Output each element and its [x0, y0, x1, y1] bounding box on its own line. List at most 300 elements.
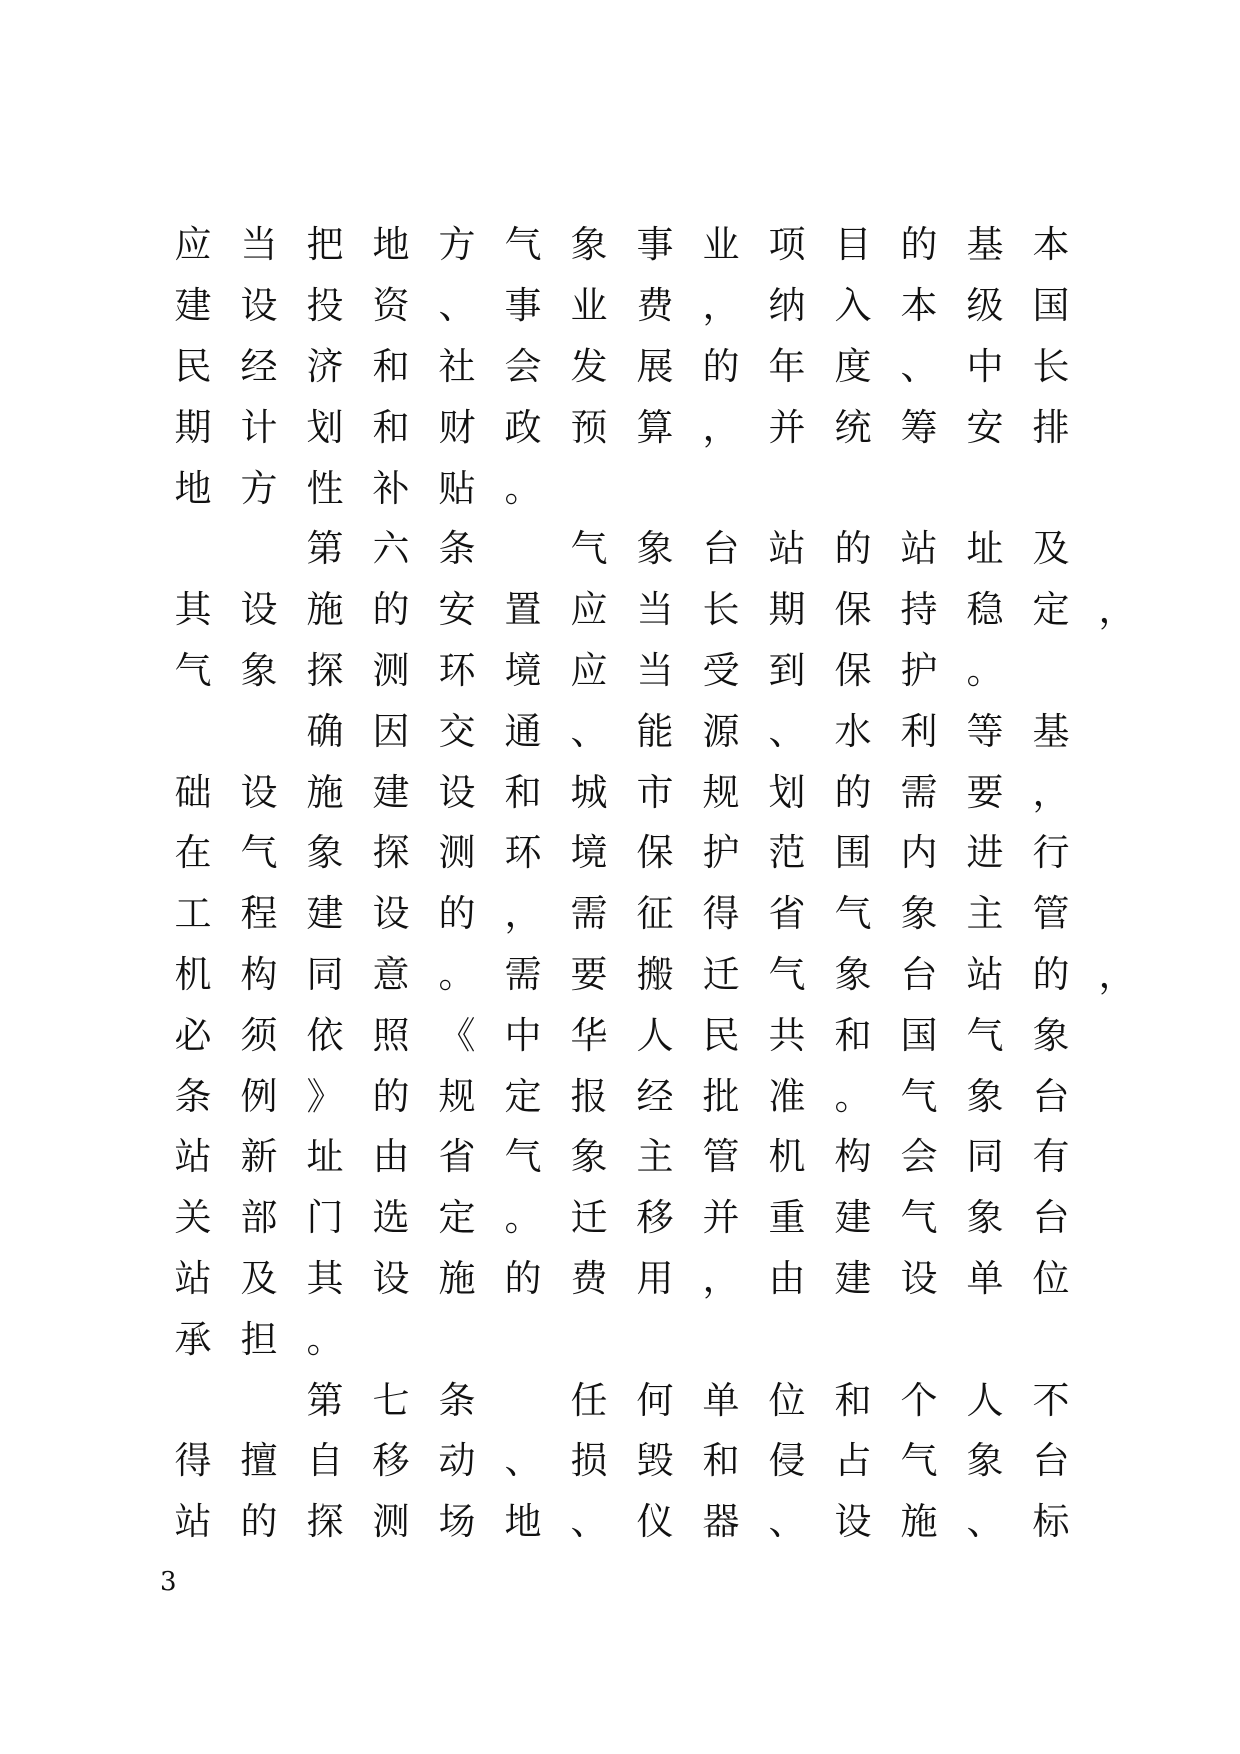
- text-char: 源: [702, 709, 740, 753]
- text-char: 到: [768, 648, 806, 692]
- text-char: 。: [438, 952, 476, 996]
- text-char: 地: [372, 223, 410, 267]
- text-char: 投: [306, 284, 344, 328]
- text-char: 基: [1032, 709, 1070, 753]
- text-char: ，: [702, 405, 740, 449]
- text-char: 损: [570, 1439, 608, 1483]
- text-char: 民: [702, 1013, 740, 1057]
- text-char: 基: [966, 223, 1004, 267]
- text-char: ，: [504, 892, 542, 936]
- text-char: [160, 1371, 226, 1431]
- text-char: 受: [702, 648, 740, 692]
- text-char: 财: [438, 405, 476, 449]
- text-char: 管: [1032, 892, 1070, 936]
- text-char: 站: [174, 1135, 212, 1179]
- text-char: 用: [636, 1256, 674, 1300]
- text-char: 象: [966, 1196, 1004, 1240]
- text-char: 照: [372, 1013, 410, 1057]
- text-char: 政: [504, 405, 542, 449]
- text-char: 社: [438, 344, 476, 388]
- text-char: ，: [1032, 770, 1070, 814]
- text-char: 台: [702, 527, 740, 571]
- text-char: 排: [1032, 405, 1070, 449]
- text-char: 台: [1032, 1074, 1070, 1118]
- text-char: 个: [900, 1378, 938, 1422]
- text-char: 应: [570, 588, 608, 632]
- text-char: 项: [768, 223, 806, 267]
- text-line: [160, 519, 1160, 580]
- text-char: 场: [438, 1500, 476, 1544]
- text-line: [160, 884, 1160, 945]
- text-char: 长: [702, 588, 740, 632]
- text-char: 第: [306, 527, 344, 571]
- text-line: [160, 1127, 1160, 1188]
- text-char: 围: [834, 831, 872, 875]
- text-line: [160, 580, 1160, 641]
- text-line: [160, 337, 1160, 398]
- text-char: 贴: [438, 466, 476, 510]
- text-line: [160, 762, 1160, 823]
- text-char: [490, 1371, 556, 1431]
- text-line: [160, 458, 1160, 519]
- text-char: 意: [372, 952, 410, 996]
- text-char: 等: [966, 709, 1004, 753]
- text-char: 城: [570, 770, 608, 814]
- text-char: 例: [240, 1074, 278, 1118]
- text-line: [160, 215, 1160, 276]
- text-char: 不: [1032, 1378, 1070, 1422]
- text-char: 测: [372, 1500, 410, 1544]
- text-char: 探: [306, 648, 344, 692]
- text-line: [160, 397, 1160, 458]
- text-line: [160, 823, 1160, 884]
- text-char: 应: [174, 223, 212, 267]
- text-char: 入: [834, 284, 872, 328]
- text-char: 建: [834, 1256, 872, 1300]
- text-char: 长: [1032, 344, 1070, 388]
- text-char: 保: [636, 831, 674, 875]
- text-char: ，: [702, 284, 740, 328]
- text-char: 和: [504, 770, 542, 814]
- text-char: [226, 1371, 292, 1431]
- text-char: 、: [504, 1439, 542, 1483]
- text-char: 经: [240, 344, 278, 388]
- text-char: 济: [306, 344, 344, 388]
- text-char: 仪: [636, 1500, 674, 1544]
- text-char: 其: [174, 588, 212, 632]
- text-char: 机: [768, 1135, 806, 1179]
- text-char: 的: [240, 1500, 278, 1544]
- text-char: 侵: [768, 1439, 806, 1483]
- text-char: 国: [900, 1013, 938, 1057]
- text-char: [160, 519, 226, 579]
- text-char: 需: [900, 770, 938, 814]
- text-char: 会: [900, 1135, 938, 1179]
- text-char: 施: [306, 588, 344, 632]
- text-char: 气: [174, 648, 212, 692]
- text-char: 移: [636, 1196, 674, 1240]
- text-char: 当: [240, 223, 278, 267]
- text-char: 征: [636, 892, 674, 936]
- text-char: 环: [438, 648, 476, 692]
- text-line: [160, 1370, 1160, 1431]
- text-char: 及: [240, 1256, 278, 1300]
- text-line: [160, 1188, 1160, 1249]
- text-char: 交: [438, 709, 476, 753]
- text-char: 的: [372, 588, 410, 632]
- text-char: 管: [702, 1135, 740, 1179]
- page-number: 3: [160, 1567, 177, 1597]
- text-char: 施: [900, 1500, 938, 1544]
- text-char: 位: [768, 1378, 806, 1422]
- text-char: ，: [1098, 588, 1136, 632]
- text-line: [160, 701, 1160, 762]
- text-char: 的: [900, 223, 938, 267]
- body-text: [160, 215, 1160, 1553]
- text-char: 自: [306, 1439, 344, 1483]
- text-char: 象: [306, 831, 344, 875]
- text-line: [160, 1005, 1160, 1066]
- text-char: 境: [570, 831, 608, 875]
- text-char: 应: [570, 648, 608, 692]
- text-line: [160, 1309, 1160, 1370]
- text-char: 地: [504, 1500, 542, 1544]
- text-char: 址: [966, 527, 1004, 571]
- text-char: 象: [834, 952, 872, 996]
- text-char: 护: [702, 831, 740, 875]
- text-char: 的: [1032, 952, 1070, 996]
- text-char: 发: [570, 344, 608, 388]
- text-char: 当: [636, 588, 674, 632]
- text-char: [160, 702, 226, 762]
- text-char: 动: [438, 1439, 476, 1483]
- text-char: 华: [570, 1013, 608, 1057]
- text-char: 气: [834, 892, 872, 936]
- text-char: 程: [240, 892, 278, 936]
- text-char: 设: [900, 1256, 938, 1300]
- text-char: 定: [504, 1074, 542, 1118]
- text-char: 计: [240, 405, 278, 449]
- text-char: 擅: [240, 1439, 278, 1483]
- text-char: 规: [702, 770, 740, 814]
- text-char: 方: [438, 223, 476, 267]
- text-char: 任: [570, 1378, 608, 1422]
- text-char: [226, 519, 292, 579]
- text-char: 部: [240, 1196, 278, 1240]
- text-char: 护: [900, 648, 938, 692]
- text-line: [160, 641, 1160, 702]
- text-char: 划: [306, 405, 344, 449]
- text-char: 得: [702, 892, 740, 936]
- text-char: 何: [636, 1378, 674, 1422]
- text-char: 位: [1032, 1256, 1070, 1300]
- text-char: 。: [966, 648, 1004, 692]
- text-char: 站: [174, 1500, 212, 1544]
- text-char: 、: [438, 284, 476, 328]
- text-char: 象: [240, 648, 278, 692]
- text-char: 《: [438, 1013, 476, 1057]
- text-char: 本: [1032, 223, 1070, 267]
- text-char: 本: [900, 284, 938, 328]
- text-char: 级: [966, 284, 1004, 328]
- text-char: 气: [900, 1196, 938, 1240]
- text-char: 方: [240, 466, 278, 510]
- text-char: ，: [702, 1256, 740, 1300]
- text-char: 省: [438, 1135, 476, 1179]
- text-char: 新: [240, 1135, 278, 1179]
- text-char: 要: [966, 770, 1004, 814]
- text-char: 建: [306, 892, 344, 936]
- text-char: 的: [834, 770, 872, 814]
- text-char: [490, 519, 556, 579]
- text-char: 划: [768, 770, 806, 814]
- text-char: 补: [372, 466, 410, 510]
- text-char: 稳: [966, 588, 1004, 632]
- text-char: 事: [636, 223, 674, 267]
- text-char: 气: [900, 1439, 938, 1483]
- text-char: 水: [834, 709, 872, 753]
- text-char: 的: [702, 344, 740, 388]
- text-char: 关: [174, 1196, 212, 1240]
- text-char: 条: [174, 1074, 212, 1118]
- text-char: 设: [372, 892, 410, 936]
- text-char: 条: [438, 527, 476, 571]
- text-char: 测: [372, 648, 410, 692]
- text-char: 主: [636, 1135, 674, 1179]
- text-char: 由: [768, 1256, 806, 1300]
- text-char: 气: [768, 952, 806, 996]
- text-char: 和: [372, 344, 410, 388]
- text-char: 、: [570, 1500, 608, 1544]
- text-char: 探: [372, 831, 410, 875]
- text-char: 探: [306, 1500, 344, 1544]
- text-char: 象: [1032, 1013, 1070, 1057]
- text-char: 象: [900, 892, 938, 936]
- text-char: 及: [1032, 527, 1070, 571]
- text-char: 度: [834, 344, 872, 388]
- text-char: 气: [504, 223, 542, 267]
- text-char: 机: [174, 952, 212, 996]
- text-char: 和: [834, 1013, 872, 1057]
- text-char: 器: [702, 1500, 740, 1544]
- text-char: 范: [768, 831, 806, 875]
- text-char: 主: [966, 892, 1004, 936]
- text-line: [160, 945, 1160, 1006]
- text-char: 和: [834, 1378, 872, 1422]
- text-char: 当: [636, 648, 674, 692]
- text-char: 中: [504, 1013, 542, 1057]
- text-char: 标: [1032, 1500, 1070, 1544]
- text-char: 有: [1032, 1135, 1070, 1179]
- text-char: 展: [636, 344, 674, 388]
- text-line: [160, 1492, 1160, 1553]
- text-char: 气: [240, 831, 278, 875]
- text-char: 第: [306, 1378, 344, 1422]
- text-char: 定: [438, 1196, 476, 1240]
- text-char: 预: [570, 405, 608, 449]
- text-char: 人: [636, 1013, 674, 1057]
- text-char: 施: [438, 1256, 476, 1300]
- text-char: 象: [570, 1135, 608, 1179]
- text-char: 会: [504, 344, 542, 388]
- text-line: [160, 1249, 1160, 1310]
- text-char: 国: [1032, 284, 1070, 328]
- text-char: 需: [570, 892, 608, 936]
- text-char: 目: [834, 223, 872, 267]
- text-char: 同: [966, 1135, 1004, 1179]
- text-char: 定: [1032, 588, 1070, 632]
- text-char: 站: [768, 527, 806, 571]
- text-char: 工: [174, 892, 212, 936]
- text-char: 保: [834, 648, 872, 692]
- text-char: 保: [834, 588, 872, 632]
- text-char: 象: [966, 1439, 1004, 1483]
- text-char: 、: [768, 1500, 806, 1544]
- text-char: 址: [306, 1135, 344, 1179]
- text-char: 和: [702, 1439, 740, 1483]
- text-char: 算: [636, 405, 674, 449]
- text-char: 和: [372, 405, 410, 449]
- text-char: 设: [240, 284, 278, 328]
- text-char: 市: [636, 770, 674, 814]
- text-char: 必: [174, 1013, 212, 1057]
- text-char: 安: [438, 588, 476, 632]
- text-char: 气: [504, 1135, 542, 1179]
- text-char: 要: [570, 952, 608, 996]
- text-char: 共: [768, 1013, 806, 1057]
- text-char: 报: [570, 1074, 608, 1118]
- text-char: 资: [372, 284, 410, 328]
- text-char: 、: [966, 1500, 1004, 1544]
- text-char: 并: [768, 405, 806, 449]
- text-line: [160, 1431, 1160, 1492]
- text-char: 确: [306, 709, 344, 753]
- text-char: 建: [174, 284, 212, 328]
- text-char: 。: [834, 1074, 872, 1118]
- text-char: 业: [702, 223, 740, 267]
- text-line: [160, 1066, 1160, 1127]
- text-char: 象: [636, 527, 674, 571]
- text-char: 设: [240, 588, 278, 632]
- text-char: 行: [1032, 831, 1070, 875]
- text-char: 年: [768, 344, 806, 388]
- text-char: 站: [174, 1256, 212, 1300]
- text-char: 须: [240, 1013, 278, 1057]
- text-char: 因: [372, 709, 410, 753]
- text-char: 设: [834, 1500, 872, 1544]
- text-char: 设: [372, 1256, 410, 1300]
- text-char: 人: [966, 1378, 1004, 1422]
- text-char: 规: [438, 1074, 476, 1118]
- text-char: 象: [966, 1074, 1004, 1118]
- text-char: 费: [570, 1256, 608, 1300]
- text-char: 台: [1032, 1439, 1070, 1483]
- text-char: [226, 702, 292, 762]
- text-char: 设: [438, 770, 476, 814]
- text-char: 期: [768, 588, 806, 632]
- text-char: 利: [900, 709, 938, 753]
- text-char: 的: [834, 527, 872, 571]
- text-char: 、: [570, 709, 608, 753]
- text-char: 内: [900, 831, 938, 875]
- text-char: 单: [702, 1378, 740, 1422]
- text-char: 并: [702, 1196, 740, 1240]
- text-char: 民: [174, 344, 212, 388]
- text-char: 台: [1032, 1196, 1070, 1240]
- text-char: 单: [966, 1256, 1004, 1300]
- text-char: 期: [174, 405, 212, 449]
- text-char: 其: [306, 1256, 344, 1300]
- text-char: 置: [504, 588, 542, 632]
- text-char: 担: [240, 1317, 278, 1361]
- text-char: 设: [240, 770, 278, 814]
- text-char: 由: [372, 1135, 410, 1179]
- text-char: ，: [1098, 952, 1136, 996]
- text-char: 统: [834, 405, 872, 449]
- text-char: 门: [306, 1196, 344, 1240]
- text-char: 选: [372, 1196, 410, 1240]
- text-char: 条: [438, 1378, 476, 1422]
- text-char: 地: [174, 466, 212, 510]
- text-char: 筹: [900, 405, 938, 449]
- text-char: 毁: [636, 1439, 674, 1483]
- text-char: 气: [570, 527, 608, 571]
- text-char: 、: [768, 709, 806, 753]
- text-char: 。: [306, 1317, 344, 1361]
- text-char: 中: [966, 344, 1004, 388]
- text-char: 进: [966, 831, 1004, 875]
- text-char: 的: [438, 892, 476, 936]
- text-char: 境: [504, 648, 542, 692]
- text-char: 需: [504, 952, 542, 996]
- text-char: 构: [240, 952, 278, 996]
- text-char: 承: [174, 1317, 212, 1361]
- text-char: 七: [372, 1378, 410, 1422]
- text-char: 纳: [768, 284, 806, 328]
- text-char: 得: [174, 1439, 212, 1483]
- text-char: 依: [306, 1013, 344, 1057]
- text-char: 迁: [702, 952, 740, 996]
- text-char: 性: [306, 466, 344, 510]
- text-char: 通: [504, 709, 542, 753]
- text-char: 》: [306, 1074, 344, 1118]
- text-char: 在: [174, 831, 212, 875]
- text-char: 。: [504, 1196, 542, 1240]
- text-char: 施: [306, 770, 344, 814]
- text-line: [160, 276, 1160, 337]
- text-char: 。: [504, 466, 542, 510]
- text-char: 经: [636, 1074, 674, 1118]
- text-char: 测: [438, 831, 476, 875]
- text-char: 同: [306, 952, 344, 996]
- text-char: 业: [570, 284, 608, 328]
- text-char: 构: [834, 1135, 872, 1179]
- text-char: 持: [900, 588, 938, 632]
- text-char: 迁: [570, 1196, 608, 1240]
- text-char: 建: [372, 770, 410, 814]
- text-char: 础: [174, 770, 212, 814]
- text-char: 建: [834, 1196, 872, 1240]
- text-char: 能: [636, 709, 674, 753]
- text-char: 安: [966, 405, 1004, 449]
- text-char: 费: [636, 284, 674, 328]
- text-char: 占: [834, 1439, 872, 1483]
- text-char: 台: [900, 952, 938, 996]
- text-char: 移: [372, 1439, 410, 1483]
- text-char: 省: [768, 892, 806, 936]
- text-char: 气: [900, 1074, 938, 1118]
- text-char: 六: [372, 527, 410, 571]
